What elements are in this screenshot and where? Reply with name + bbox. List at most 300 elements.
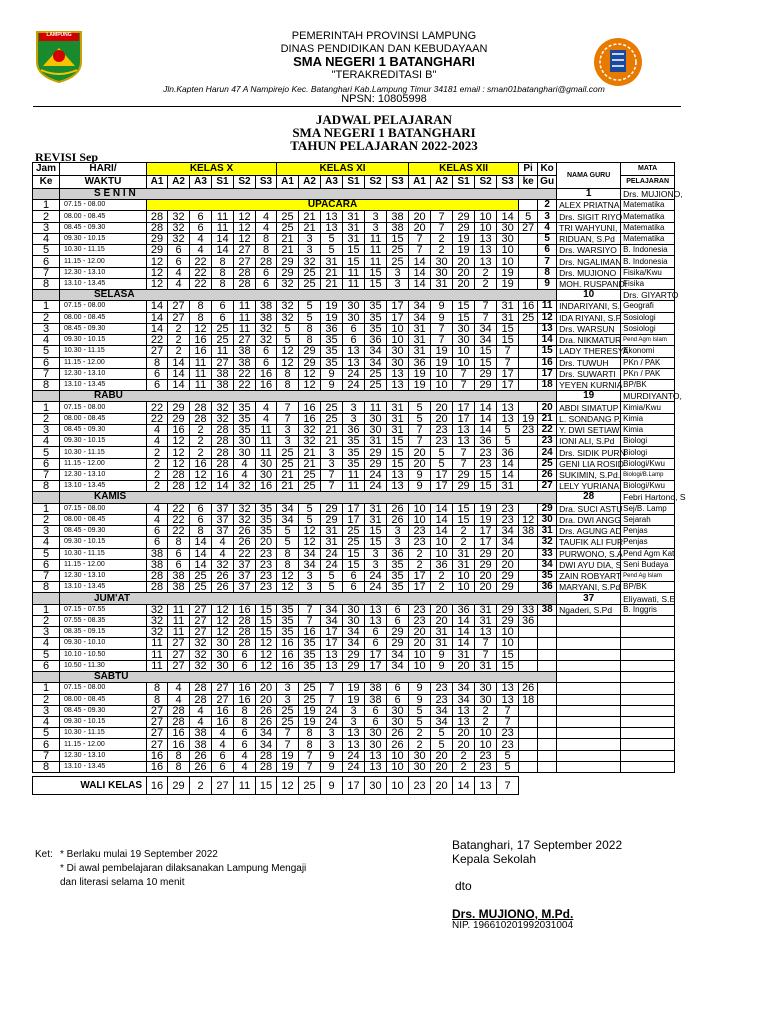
teacher-code-cell: 12 (234, 233, 256, 244)
teacher-code-cell: 11 (190, 357, 212, 368)
teacher-code-cell: 25 (387, 245, 409, 256)
teacher-code-cell: 16 (190, 458, 212, 469)
empty-cell (621, 777, 675, 795)
teacher-code-cell: 23 (409, 604, 431, 615)
teacher-code-cell: 19 (431, 346, 453, 357)
teacher-code-cell: 15 (453, 503, 475, 514)
teacher-code-cell: 7 (321, 683, 343, 694)
teacher-code-cell: 11 (168, 604, 190, 615)
waktu: 08.00 - 08.45 (60, 694, 147, 705)
teacher-no (538, 761, 557, 772)
class-col-header: S1 (212, 176, 234, 189)
jam-ke: 5 (33, 447, 60, 458)
teacher-code-cell: 25 (277, 222, 299, 233)
piket-cell (519, 717, 538, 728)
teacher-code-cell: 6 (387, 683, 409, 694)
teacher-code-cell: 30 (453, 335, 475, 346)
teacher-subject: Kimia (621, 413, 675, 424)
teacher-code-cell: 28 (212, 424, 234, 435)
teacher-code-cell: 4 (234, 761, 256, 772)
teacher-code-cell: 35 (365, 301, 387, 312)
teacher-code-cell: 30 (409, 761, 431, 772)
teacher-subject: Penjas (621, 526, 675, 537)
teacher-code-cell: 10 (475, 211, 497, 222)
teacher-code-cell: 30 (365, 413, 387, 424)
day-row (33, 492, 675, 503)
schedule-row (33, 335, 675, 346)
teacher-code-cell: 22 (147, 335, 168, 346)
teacher-code-cell: 27 (147, 728, 168, 739)
schedule-row (33, 570, 675, 581)
teacher-code-cell: 2 (453, 750, 475, 761)
teacher-code-cell: 13 (453, 436, 475, 447)
teacher-code-cell: 6 (256, 267, 277, 278)
teacher-code-cell: 32 (168, 222, 190, 233)
teacher-code-cell: 15 (343, 559, 365, 570)
teacher-code-cell: 6 (212, 301, 234, 312)
jam-ke: 6 (33, 357, 60, 368)
teacher-code-cell: 11 (234, 312, 256, 323)
teacher-code-cell: 12 (234, 211, 256, 222)
title-line1: JADWAL PELAJARAN (315, 112, 453, 127)
teacher-code-cell: 6 (365, 717, 387, 728)
teacher-code-cell: 30 (365, 739, 387, 750)
teacher-name (557, 615, 621, 626)
teacher-code-cell: 25 (277, 447, 299, 458)
teacher-code-cell: 9 (431, 660, 453, 671)
jam-ke: 5 (33, 649, 60, 660)
teacher-code-cell: 31 (453, 649, 475, 660)
teacher-code-cell: 6 (168, 245, 190, 256)
header-rule (33, 106, 681, 107)
teacher-name: LADY THERESYA (557, 346, 621, 357)
teacher-code-cell: 25 (299, 481, 321, 492)
teacher-code-cell: 32 (234, 503, 256, 514)
teacher-name: TRI WAHYUNI, (557, 222, 621, 233)
teacher-code-cell: 2 (431, 570, 453, 581)
teacher-code-cell: 12 (234, 222, 256, 233)
teacher-code-cell: 7 (497, 357, 519, 368)
teacher-code-cell: 8 (299, 739, 321, 750)
teacher-code-cell: 9 (321, 761, 343, 772)
col-kode-2: Gu (538, 176, 557, 189)
teacher-code-cell: 11 (168, 627, 190, 638)
teacher-code-cell: 27 (234, 245, 256, 256)
waktu: 07.15 - 08.00 (60, 503, 147, 514)
teacher-code-cell: 16 (234, 694, 256, 705)
teacher-code-cell: 23 (256, 570, 277, 581)
teacher-code-cell: 36 (497, 447, 519, 458)
teacher-code-cell: 19 (497, 278, 519, 289)
teacher-subject: Ekonomi (621, 346, 675, 357)
teacher-name: TAUFIK ALI FUR (557, 537, 621, 548)
teacher-code-cell: 31 (387, 402, 409, 413)
teacher-code-cell: 4 (234, 458, 256, 469)
teacher-no: 34 (538, 559, 557, 570)
teacher-no (538, 739, 557, 750)
teacher-code-cell: 12 (168, 447, 190, 458)
teacher-code-cell: 29 (475, 559, 497, 570)
teacher-code-cell: 2 (453, 537, 475, 548)
teacher-code-cell: 26 (256, 717, 277, 728)
teacher-code-cell: 12 (277, 570, 299, 581)
teacher-code-cell: 14 (212, 245, 234, 256)
teacher-code-cell: 12 (190, 469, 212, 480)
npsn: NPSN: 10805998 (341, 93, 427, 105)
teacher-code-cell: 36 (409, 357, 431, 368)
jam-ke: 6 (33, 660, 60, 671)
teacher-code-cell: 14 (147, 323, 168, 334)
teacher-code-cell: 7 (299, 604, 321, 615)
teacher-code-cell: 13 (475, 256, 497, 267)
teacher-code-cell: 28 (234, 278, 256, 289)
teacher-code-cell: 30 (256, 458, 277, 469)
teacher-code-cell: 24 (343, 379, 365, 390)
piket-cell (519, 335, 538, 346)
teacher-code-cell: 28 (168, 469, 190, 480)
piket-cell (519, 402, 538, 413)
teacher-code-cell: 16 (190, 335, 212, 346)
teacher-code-cell: 3 (365, 222, 387, 233)
teacher-code-cell: 7 (475, 638, 497, 649)
piket-cell (519, 750, 538, 761)
teacher-code-cell: 31 (475, 604, 497, 615)
teacher-code-cell: 21 (299, 447, 321, 458)
teacher-code-cell: 14 (409, 278, 431, 289)
teacher-code-cell: 6 (212, 750, 234, 761)
day-spacer (33, 593, 60, 604)
teacher-code-cell: 23 (497, 739, 519, 750)
teacher-code-cell: 5 (497, 750, 519, 761)
teacher-name: RIDUAN, S.Pd (557, 233, 621, 244)
teacher-code-cell: 34 (497, 526, 519, 537)
teacher-code-cell: 19 (431, 357, 453, 368)
teacher-code-cell: 7 (431, 323, 453, 334)
teacher-code-cell: 35 (343, 436, 365, 447)
piket-cell (519, 200, 538, 211)
waktu: 12.30 - 13.10 (60, 750, 147, 761)
teacher-no: 32 (538, 537, 557, 548)
teacher-code-cell: 4 (212, 728, 234, 739)
teacher-subject (621, 705, 675, 716)
teacher-code-cell: 25 (321, 413, 343, 424)
teacher-name: ABDI SIMATUP (557, 402, 621, 413)
teacher-code-cell: 26 (190, 750, 212, 761)
teacher-code-cell: 21 (321, 278, 343, 289)
header-row-1 (33, 163, 675, 176)
teacher-code-cell: 17 (453, 402, 475, 413)
teacher-code-cell: 10 (387, 750, 409, 761)
schedule-row (33, 660, 675, 671)
teacher-code-cell: 6 (190, 503, 212, 514)
col-hari: HARI/ (60, 163, 147, 176)
teacher-code-cell: 7 (453, 379, 475, 390)
piket-cell (519, 436, 538, 447)
teacher-no: 21 (538, 413, 557, 424)
teacher-code-cell: 3 (387, 537, 409, 548)
teacher-code-cell: 8 (190, 526, 212, 537)
teacher-name: IDA RIYANI, S.P (557, 312, 621, 323)
teacher-code-cell: 19 (343, 683, 365, 694)
teacher-code-cell: 21 (321, 424, 343, 435)
teacher-code-cell: 6 (365, 705, 387, 716)
title-line3: TAHUN PELAJARAN 2022-2023 (290, 138, 478, 153)
teacher-no: 20 (538, 402, 557, 413)
teacher-name: Drs. MUJIONO, (621, 189, 675, 200)
teacher-code-cell: 10 (409, 660, 431, 671)
teacher-no: 7 (538, 256, 557, 267)
teacher-code-cell: 13 (387, 481, 409, 492)
teacher-code-cell: 17 (475, 526, 497, 537)
day-name: S E N I N (60, 189, 557, 200)
teacher-code-cell: 10 (475, 222, 497, 233)
schedule-row (33, 267, 675, 278)
day-spacer (33, 290, 60, 301)
teacher-code-cell: 7 (497, 717, 519, 728)
class-col-header: A3 (321, 176, 343, 189)
teacher-code-cell: 2 (409, 559, 431, 570)
teacher-code-cell: 27 (234, 335, 256, 346)
teacher-code-cell: 21 (277, 481, 299, 492)
teacher-code-cell: 30 (409, 750, 431, 761)
teacher-code-cell: 27 (147, 346, 168, 357)
teacher-code-cell: 20 (475, 582, 497, 593)
teacher-no: 19 (557, 391, 621, 402)
waktu: 09.30 - 10.15 (60, 436, 147, 447)
teacher-code-cell: 38 (168, 570, 190, 581)
teacher-no: 36 (538, 582, 557, 593)
teacher-code-cell: 29 (497, 582, 519, 593)
jam-ke: 6 (33, 458, 60, 469)
wali-kelas-cell: 17 (343, 777, 365, 795)
teacher-code-cell: 10 (409, 503, 431, 514)
teacher-code-cell: 20 (409, 211, 431, 222)
teacher-code-cell: 3 (321, 728, 343, 739)
schedule-row (33, 503, 675, 514)
teacher-code-cell: 32 (299, 424, 321, 435)
teacher-code-cell: 10 (497, 627, 519, 638)
teacher-code-cell: 11 (168, 615, 190, 626)
teacher-code-cell: 29 (387, 638, 409, 649)
teacher-code-cell: 20 (431, 615, 453, 626)
teacher-code-cell: 25 (343, 537, 365, 548)
teacher-code-cell: 13 (453, 424, 475, 435)
teacher-code-cell: 24 (343, 368, 365, 379)
wali-kelas-cell: 7 (497, 777, 519, 795)
piket-cell (519, 267, 538, 278)
teacher-code-cell: 31 (431, 638, 453, 649)
teacher-code-cell: 19 (453, 233, 475, 244)
teacher-name: YEYEN KURNIA (557, 379, 621, 390)
teacher-code-cell: 15 (475, 469, 497, 480)
teacher-code-cell: 3 (321, 447, 343, 458)
teacher-code-cell: 15 (365, 267, 387, 278)
teacher-code-cell: 20 (453, 728, 475, 739)
teacher-code-cell: 34 (365, 346, 387, 357)
teacher-code-cell: 19 (321, 312, 343, 323)
teacher-code-cell: 22 (234, 368, 256, 379)
teacher-code-cell: 8 (212, 267, 234, 278)
teacher-no: 35 (538, 570, 557, 581)
teacher-code-cell: 26 (212, 582, 234, 593)
teacher-code-cell: 14 (497, 211, 519, 222)
empty-cell (538, 777, 557, 795)
teacher-code-cell: 34 (343, 638, 365, 649)
teacher-code-cell: 31 (431, 278, 453, 289)
teacher-code-cell: 26 (190, 761, 212, 772)
teacher-code-cell: 30 (212, 660, 234, 671)
teacher-code-cell: 36 (343, 424, 365, 435)
piket-cell (519, 761, 538, 772)
teacher-code-cell: 6 (147, 379, 168, 390)
schedule-row (33, 627, 675, 638)
teacher-code-cell: 23 (409, 615, 431, 626)
schedule-row (33, 323, 675, 334)
teacher-code-cell: 10 (497, 256, 519, 267)
schedule-row (33, 368, 675, 379)
jam-ke: 4 (33, 638, 60, 649)
teacher-code-cell: 13 (365, 604, 387, 615)
teacher-subject: BP/BK (621, 582, 675, 593)
class-col-header: A2 (299, 176, 321, 189)
teacher-code-cell: 7 (475, 301, 497, 312)
waktu: 11.15 - 12.00 (60, 559, 147, 570)
wali-kelas-cell: 27 (212, 777, 234, 795)
teacher-code-cell: 34 (365, 357, 387, 368)
schedule-row (33, 548, 675, 559)
schedule-row (33, 694, 675, 705)
jam-ke: 5 (33, 346, 60, 357)
teacher-code-cell: 2 (168, 346, 190, 357)
teacher-code-cell: 13 (387, 469, 409, 480)
teacher-code-cell: 28 (212, 458, 234, 469)
teacher-code-cell: 20 (453, 267, 475, 278)
teacher-code-cell: 30 (387, 717, 409, 728)
teacher-code-cell: 11 (365, 256, 387, 267)
teacher-code-cell: 21 (277, 245, 299, 256)
teacher-code-cell: 20 (497, 559, 519, 570)
class-col-header: A2 (431, 176, 453, 189)
teacher-code-cell: 6 (256, 346, 277, 357)
teacher-code-cell: 14 (190, 537, 212, 548)
teacher-code-cell: 26 (387, 739, 409, 750)
piket-cell (519, 582, 538, 593)
teacher-code-cell: 28 (168, 705, 190, 716)
teacher-name: Drs. WARSUN (557, 323, 621, 334)
teacher-code-cell: 38 (147, 548, 168, 559)
teacher-no: 6 (538, 245, 557, 256)
teacher-code-cell: 5 (321, 245, 343, 256)
teacher-code-cell: 19 (497, 267, 519, 278)
teacher-code-cell: 13 (453, 705, 475, 716)
teacher-code-cell: 28 (168, 717, 190, 728)
teacher-subject: Pend Ag Islam (621, 570, 675, 581)
teacher-code-cell: 14 (212, 481, 234, 492)
class-col-header: S3 (387, 176, 409, 189)
teacher-code-cell: 30 (387, 705, 409, 716)
teacher-code-cell: 28 (147, 582, 168, 593)
class-col-header: S2 (365, 176, 387, 189)
teacher-code-cell: 30 (365, 424, 387, 435)
teacher-code-cell: 7 (475, 649, 497, 660)
piket-cell: 33 (519, 604, 538, 615)
teacher-subject: BP/BK (621, 379, 675, 390)
teacher-code-cell: 15 (387, 447, 409, 458)
teacher-code-cell: 34 (453, 683, 475, 694)
teacher-code-cell: 8 (234, 705, 256, 716)
piket-cell (519, 469, 538, 480)
teacher-code-cell: 5 (321, 582, 343, 593)
teacher-code-cell: 20 (409, 458, 431, 469)
teacher-code-cell: 34 (277, 503, 299, 514)
teacher-code-cell: 5 (277, 335, 299, 346)
teacher-code-cell: 12 (299, 368, 321, 379)
teacher-subject: Sejarah (621, 514, 675, 525)
piket-cell (519, 278, 538, 289)
teacher-code-cell: 4 (212, 548, 234, 559)
waktu: 07.15 - 08.00 (60, 200, 147, 211)
teacher-code-cell: 4 (168, 278, 190, 289)
note-line3: dan literasi selama 10 menit (60, 877, 185, 888)
teacher-no (538, 694, 557, 705)
teacher-code-cell: 5 (321, 233, 343, 244)
piket-cell (519, 728, 538, 739)
schedule-row (33, 705, 675, 716)
teacher-name: Dra. DWI ANGG (557, 514, 621, 525)
teacher-code-cell: 23 (431, 424, 453, 435)
teacher-code-cell: 22 (147, 413, 168, 424)
teacher-code-cell: 5 (497, 424, 519, 435)
teacher-code-cell: 13 (343, 739, 365, 750)
teacher-no (538, 717, 557, 728)
teacher-code-cell: 34 (299, 548, 321, 559)
teacher-code-cell: 36 (475, 436, 497, 447)
teacher-code-cell: 8 (299, 335, 321, 346)
day-name: SELASA (60, 290, 557, 301)
teacher-code-cell: 38 (387, 222, 409, 233)
waktu: 13.10 - 13.45 (60, 481, 147, 492)
teacher-subject: Pend Agm Kat (621, 548, 675, 559)
teacher-code-cell: 19 (321, 301, 343, 312)
teacher-subject (621, 649, 675, 660)
teacher-code-cell: 13 (497, 413, 519, 424)
teacher-code-cell: 17 (409, 582, 431, 593)
teacher-code-cell: 8 (190, 312, 212, 323)
teacher-no (538, 638, 557, 649)
day-spacer (33, 391, 60, 402)
teacher-code-cell: 25 (277, 458, 299, 469)
teacher-code-cell: 11 (212, 346, 234, 357)
teacher-code-cell: 12 (190, 323, 212, 334)
teacher-code-cell: 29 (168, 413, 190, 424)
teacher-code-cell: 35 (365, 312, 387, 323)
teacher-code-cell: 13 (387, 379, 409, 390)
teacher-code-cell: 9 (409, 469, 431, 480)
teacher-code-cell: 3 (277, 436, 299, 447)
piket-cell (519, 481, 538, 492)
waktu: 10.30 - 11.15 (60, 548, 147, 559)
teacher-code-cell: 34 (475, 323, 497, 334)
teacher-code-cell: 12 (147, 278, 168, 289)
teacher-code-cell: 22 (190, 256, 212, 267)
teacher-code-cell: 2 (431, 582, 453, 593)
teacher-code-cell: 12 (299, 537, 321, 548)
teacher-code-cell: 27 (168, 638, 190, 649)
teacher-code-cell: 23 (497, 503, 519, 514)
piket-cell (519, 649, 538, 660)
waktu: 07.15 - 08.00 (60, 301, 147, 312)
teacher-code-cell: 12 (190, 481, 212, 492)
